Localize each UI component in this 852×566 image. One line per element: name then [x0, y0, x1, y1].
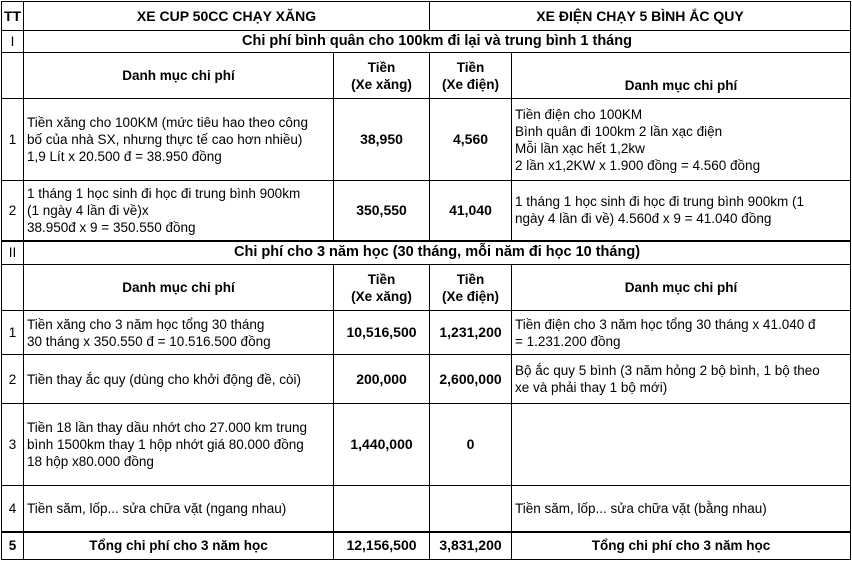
- row-gas-value: [334, 486, 430, 532]
- electric-bike-title: XE ĐIỆN CHẠY 5 BÌNH ẮC QUY: [430, 2, 851, 31]
- section-2-num: II: [2, 241, 24, 265]
- total-num: 5: [2, 532, 24, 560]
- row-elec-desc: [512, 486, 851, 532]
- row-elec-value: 0: [430, 404, 512, 486]
- table-row: [2, 355, 851, 404]
- row-elec-desc-line: Tiền điện cho 100KM: [515, 106, 643, 122]
- total-elec-value: 3,831,200: [430, 532, 512, 560]
- row-gas-desc-line: 30 tháng x 350.550 đ = 10.516.500 đồng: [27, 333, 271, 349]
- row-gas-value: 1,440,000: [334, 404, 430, 486]
- row-gas-desc: [24, 181, 334, 241]
- cost-comparison-table: [1, 1, 851, 560]
- row-elec-desc: [512, 355, 851, 404]
- row-gas-desc: [24, 486, 334, 532]
- row-gas-desc-line: Tiền săm, lốp... sửa chữa vặt (ngang nhau): [27, 500, 287, 516]
- section-1-col-elec-line2: (Xe điện): [442, 76, 500, 92]
- table-header-row: [2, 2, 851, 31]
- section-2-col-elec-line2: (Xe điện): [442, 288, 500, 304]
- section-1-col-gas-line2: (Xe xăng): [351, 76, 412, 92]
- row-gas-desc-line: 1 tháng 1 học sinh đi học đi trung bình 900km: [27, 185, 301, 201]
- row-num: 1: [2, 99, 24, 181]
- row-gas-desc: [24, 404, 334, 486]
- row-gas-desc: [24, 355, 334, 404]
- row-elec-desc: [512, 99, 851, 181]
- row-gas-desc-line: (1 ngày 4 lần đi về)x: [27, 202, 149, 218]
- section-1-col-category: Danh mục chi phí: [24, 53, 334, 99]
- section-2-col-elec-line1: Tiền: [456, 271, 485, 287]
- total-gas-value: 12,156,500: [334, 532, 430, 560]
- section-2-col-gas-line1: Tiền: [367, 271, 396, 287]
- section-2-row: [2, 241, 851, 265]
- table-row: [2, 181, 851, 241]
- row-elec-desc-line: Tiền điện cho 3 năm học tổng 30 tháng x 41.040 đ: [515, 316, 816, 332]
- table-row: [2, 99, 851, 181]
- section-2-col-category: Danh mục chi phí: [24, 265, 334, 311]
- total-row: [2, 532, 851, 560]
- row-gas-desc-line: Tiền xăng cho 100KM (mức tiêu hao theo công: [27, 115, 308, 130]
- total-left-label: Tổng chi phí cho 3 năm học: [24, 532, 334, 560]
- row-gas-value: 38,950: [334, 99, 430, 181]
- row-num: 2: [2, 181, 24, 241]
- section-2-col-header-empty: [2, 265, 24, 311]
- section-2-col-category-right: Danh mục chi phí: [512, 265, 851, 311]
- table-row: [2, 311, 851, 355]
- row-num: 2: [2, 355, 24, 404]
- row-elec-desc-line: Bình quân đi 100km 2 lần xạc điện: [515, 123, 723, 139]
- section-1-num: I: [2, 31, 24, 53]
- section-2-title: Chi phí cho 3 năm học (30 tháng, mỗi năm đi học 10 tháng): [24, 241, 851, 265]
- row-num: 1: [2, 311, 24, 355]
- row-num: 3: [2, 404, 24, 486]
- row-elec-desc-line: Mỗi lần xạc hết 1,2kw: [515, 140, 645, 156]
- section-2-col-gas: [334, 265, 430, 311]
- row-num: 4: [2, 486, 24, 532]
- row-elec-desc-line: Bộ ắc quy 5 bình (3 năm hỏng 2 bộ bình, 1 bộ theo: [515, 363, 820, 378]
- row-elec-desc-line: xe và phải thay 1 bộ mới): [515, 380, 668, 395]
- table-row: [2, 486, 851, 532]
- row-elec-desc-line: 1 tháng 1 học sinh đi học đi trung bình 900km (1: [515, 194, 804, 210]
- row-gas-desc: [24, 99, 334, 181]
- row-elec-value: 1,231,200: [430, 311, 512, 355]
- row-gas-desc-line: bố của nhà SX, nhưng thực tế cao hơn nhiều): [27, 132, 303, 147]
- section-1-col-elec-line1: Tiền: [456, 59, 485, 75]
- section-2-col-gas-line2: (Xe xăng): [351, 288, 412, 304]
- section-1-col-category-right: Danh mục chi phí: [512, 53, 851, 99]
- section-1-col-header-empty: [2, 53, 24, 99]
- row-elec-value: 41,040: [430, 181, 512, 241]
- section-2-col-elec: [430, 265, 512, 311]
- section-1-row: [2, 31, 851, 53]
- section-2-col-header: [2, 265, 851, 311]
- row-elec-value: [430, 486, 512, 532]
- row-gas-desc: [24, 311, 334, 355]
- row-elec-desc-line: 2 lần x1,2KW x 1.900 đồng = 4.560 đồng: [515, 157, 761, 173]
- row-elec-desc: [512, 311, 851, 355]
- total-right-label: Tổng chi phí cho 3 năm học: [512, 532, 851, 560]
- section-1-title: Chi phí bình quân cho 100km đi lại và trung bình 1 tháng: [24, 31, 851, 53]
- row-gas-desc-line: Tiền 18 lần thay dầu nhớt cho 27.000 km trung: [27, 420, 308, 435]
- section-1-col-header: [2, 53, 851, 99]
- row-elec-value: 4,560: [430, 99, 512, 181]
- tt-header: TT: [2, 2, 24, 31]
- row-gas-desc-line: Tiền xăng cho 3 năm học tổng 30 tháng: [27, 316, 265, 332]
- row-elec-desc-line: = 1.231.200 đồng: [515, 333, 621, 349]
- row-gas-desc-line: 38.950đ x 9 = 350.550 đồng: [27, 219, 196, 235]
- row-gas-desc-line: Tiền thay ắc quy (dùng cho khởi động đề, còi): [27, 371, 302, 387]
- row-elec-desc-line: Tiền săm, lốp... sửa chữa vặt (bằng nhau): [515, 500, 767, 516]
- section-1-col-gas-line1: Tiền: [367, 59, 396, 75]
- row-gas-value: 350,550: [334, 181, 430, 241]
- row-elec-desc-line: ngày 4 lần đi về) 4.560đ x 9 = 41.040 đồng: [515, 211, 772, 227]
- row-elec-value: 2,600,000: [430, 355, 512, 404]
- row-gas-value: 200,000: [334, 355, 430, 404]
- row-gas-desc-line: 18 hộp x80.000 đồng: [27, 454, 154, 469]
- row-gas-desc-line: bình 1500km thay 1 hộp nhớt giá 80.000 đồng: [27, 437, 304, 452]
- row-elec-desc: [512, 181, 851, 241]
- row-gas-desc-line: 1,9 Lít x 20.500 đ = 38.950 đồng: [27, 149, 222, 164]
- table-row: [2, 404, 851, 486]
- section-1-col-gas: [334, 53, 430, 99]
- row-elec-desc: [512, 404, 851, 486]
- row-gas-value: 10,516,500: [334, 311, 430, 355]
- section-1-col-elec: [430, 53, 512, 99]
- gas-bike-title: XE CUP 50CC CHẠY XĂNG: [24, 2, 430, 31]
